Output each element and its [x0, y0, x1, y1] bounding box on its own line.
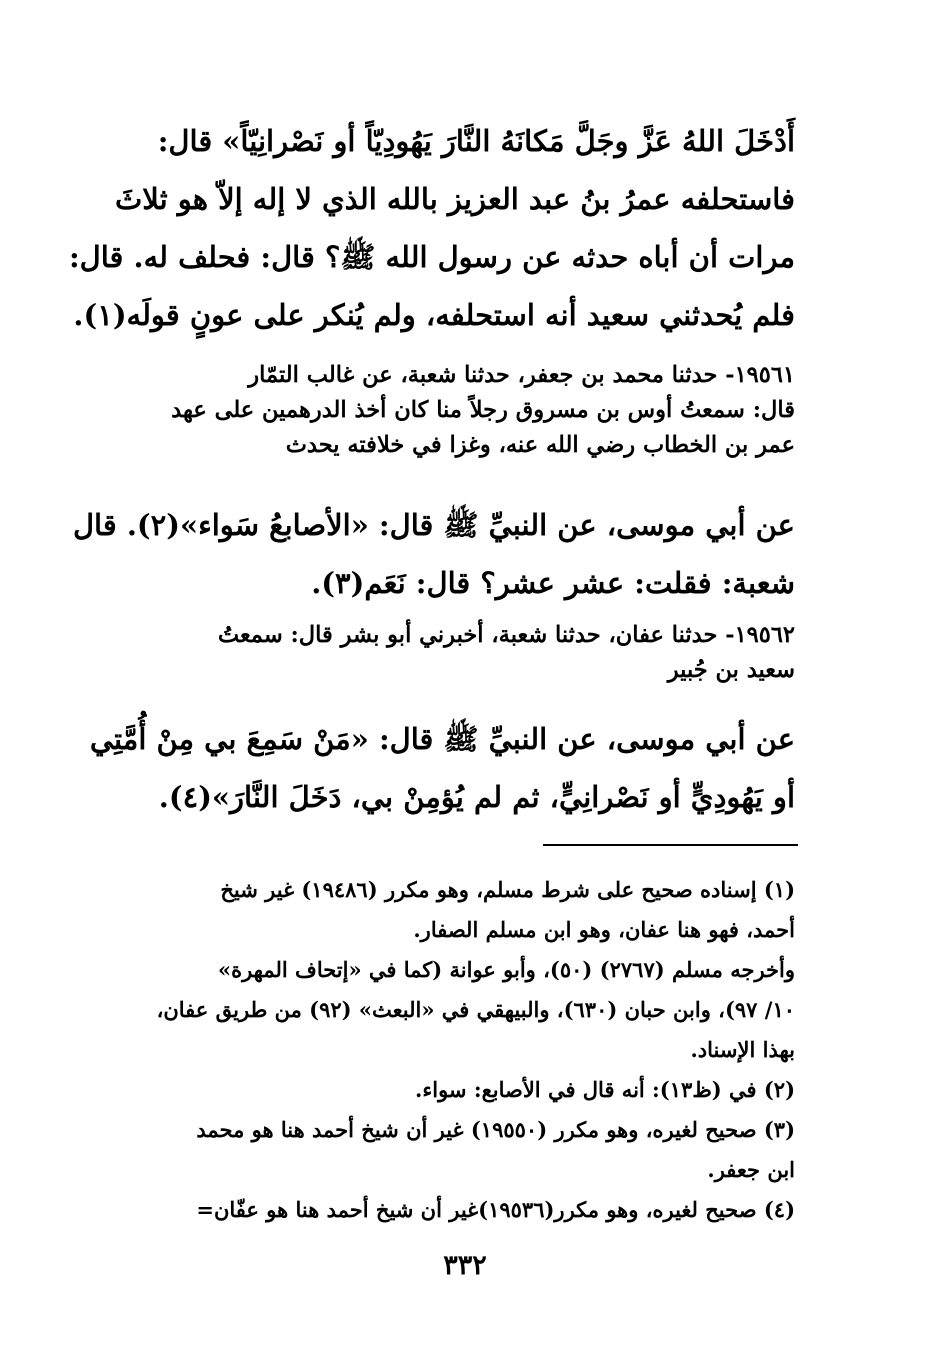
- isnad-19561: [85, 358, 795, 463]
- footnote-line: (٣) صحيح لغيره، وهو مكرر (١٩٥٥٠) غير أن شيخ أحمد هنا هو محمد: [196, 1117, 795, 1142]
- text-line: أَدْخَلَ اللهُ عَزَّ وجَلَّ مَكانَهُ النَّارَ يَهُودِيّاً أو نَصْرانِيّاً» قال:: [157, 124, 795, 158]
- text-line: قال: سمعتُ أوس بن مسروق رجلاً منا كان أخذ الدرهمين على عهد: [171, 397, 795, 423]
- footnote-line: وأخرجه مسلم (٢٧٦٧) (٥٠)، وأبو عوانة (كما في «إتحاف المهرة»: [217, 957, 795, 982]
- footnote-line: (١) إسناده صحيح على شرط مسلم، وهو مكرر (١٩٤٨٦) غير شيخ: [220, 877, 795, 902]
- page-number: ٣٣٢: [443, 1250, 487, 1281]
- footnote-separator: [543, 844, 798, 846]
- footnotes: [85, 870, 795, 1230]
- text-line: عمر بن الخطاب رضي الله عنه، وغزا في خلافته يحدث: [285, 432, 795, 458]
- footnote-line: ابن جعفر.: [707, 1157, 795, 1182]
- footnote-line: بهذا الإسناد.: [690, 1037, 795, 1062]
- text-line: سعيد بن جُبير: [667, 657, 795, 683]
- text-line: مرات أن أباه حدثه عن رسول الله ﷺ؟ قال: فحلف له. قال:: [68, 240, 795, 274]
- text-line: ١٩٥٦١- حدثنا محمد بن جعفر، حدثنا شعبة، عن غالب التمّار: [248, 362, 795, 388]
- footnote-line: أحمد، فهو هنا عفان، وهو ابن مسلم الصفار.: [413, 917, 795, 942]
- hadith-text-continuation: [68, 112, 795, 344]
- text-line: أو يَهُودِيٍّ أو نَصْرانِيٍّ، ثم لم يُؤمِنْ بي، دَخَلَ النَّارَ»(٤).: [158, 780, 795, 814]
- hadith-text-19562: [85, 710, 795, 826]
- footnote-line: ١٠/ ٩٧)، وابن حبان (٦٣٠)، والبيهقي في «البعث» (٩٢) من طريق عفان،: [156, 997, 795, 1022]
- text-line: عن أبي موسى، عن النبيِّ ﷺ قال: «مَنْ سَمِعَ بي مِنْ أُمَّتِي: [89, 722, 795, 756]
- text-line: عن أبي موسى، عن النبيِّ ﷺ قال: «الأصابعُ سَواء»(٢). قال: [72, 508, 795, 542]
- text-line: فاستحلفه عمرُ بنُ عبد العزيز بالله الذي لا إله إلاّ هو ثلاثَ: [114, 182, 795, 216]
- isnad-19562: [85, 618, 795, 688]
- hadith-text-19561: [72, 496, 795, 612]
- text-line: ١٩٥٦٢- حدثنا عفان، حدثنا شعبة، أخبرني أبو بشر قال: سمعتُ: [217, 622, 795, 648]
- text-line: فلم يُحدثني سعيد أنه استحلفه، ولم يُنكر على عونٍ قولَه(١).: [73, 298, 795, 332]
- text-line: شعبة: فقلت: عشر عشر؟ قال: نَعَم(٣).: [311, 566, 795, 600]
- footnote-line: (٢) في (ظ١٣): أنه قال في الأصابع: سواء.: [415, 1077, 795, 1102]
- footnote-line: (٤) صحيح لغيره، وهو مكرر(١٩٥٣٦)غير أن شيخ أحمد هنا هو عفّان=: [196, 1197, 795, 1222]
